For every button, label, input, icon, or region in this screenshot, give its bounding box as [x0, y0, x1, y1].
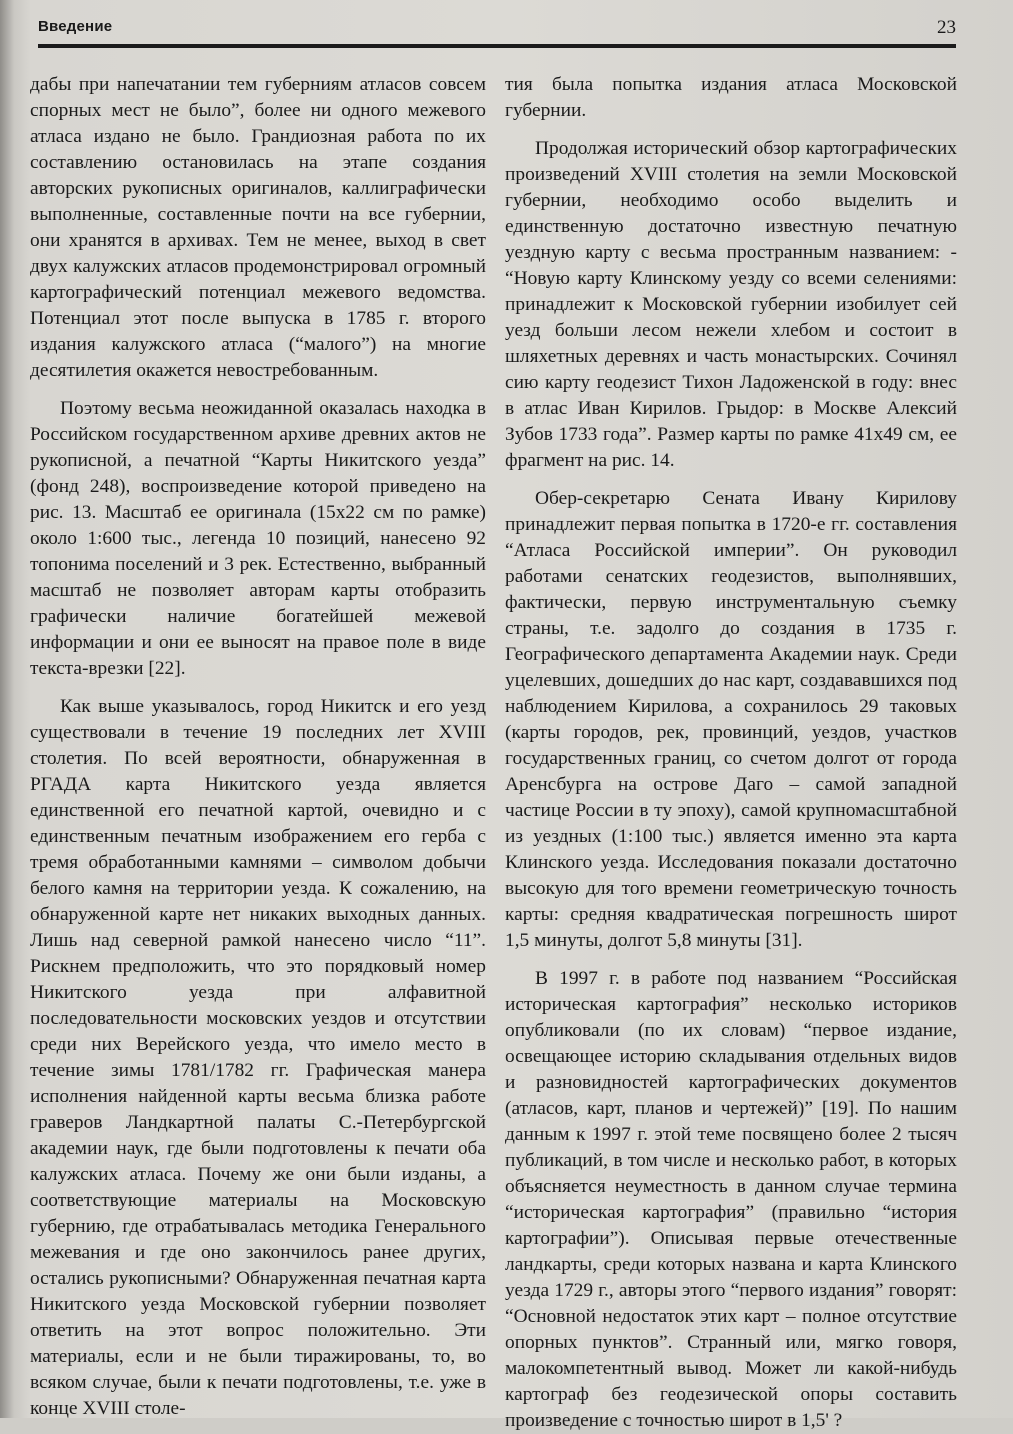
- right-column: [505, 72, 957, 1434]
- book-spine: [0, 0, 14, 1418]
- paragraph: Как выше указывалось, город Никитск и его уезд существовали в течение 19 последних лет XVIII столетия. По всей вероятности, обнаруженная в РГАДА карта Никитского уезда является единственной его печатной картой, очевидно и с единственным печатным изображением его герба с тремя обработанными камнями – символом добычи белого камня на территории уезда. К сожалению, на обнаруженной карте нет никаких выходных данных. Лишь над северной рамкой нанесено число “11”. Рискнем предположить, что это порядковый номер Никитского уезда при алфавитной последовательности московских уездов и отсутствии среди них Верейского уезда, что имело место в течение зимы 1781/1782 гг. Графическая манера исполнения найденной карты весьма близка работе граверов Ландкартной палаты С.-Петербургской академии наук, где были подготовлены к печати оба калужских атласа. Почему же они были изданы, а соответствующие материалы на Московскую губернию, где отрабатывалась методика Генерального межевания и где оно закончилось ранее других, остались рукописными? Обнаруженная печатная карта Никитского уезда Московской губернии позволяет ответить на этот вопрос положительно. Эти материалы, если и не были тиражированы, то, во всяком случае, были к печати подготовлены, т.е. уже в конце XVIII столе-: [30, 696, 486, 1419]
- left-column: [30, 72, 486, 1422]
- paragraph: Продолжая исторический обзор картографических произведений XVIII столетия на земли Московской губернии, необходимо особо выделить и единственную достаточно известную печатную уездную карту с весьма пространным названием: - “Новую карту Клинскому уезду со всеми селениями: принадлежит к Московской губернии изобилует сей уезд больши лесом нежели хлебом и состоит в шляхетных деревнях и часть монастырских. Сочинял сию карту геодезист Тихон Ладоженской в году: внес в атлас Иван Кирилов. Грыдор: в Москве Алексий Зубов 1733 года”. Размер карты по рамке 41х49 см, ее фрагмент на рис. 14.: [505, 138, 957, 471]
- page-number: 23: [937, 17, 956, 38]
- paragraph: дабы при напечатании тем губерниям атласов совсем спорных мест не было”, более ни одного межевого атласа издано не было. Грандиозная работа по их составлению остановилась на этапе создания авторских рукописных оригиналов, каллиграфически выполненные, составленные почти на все губернии, они хранятся в архивах. Тем не менее, выход в свет двух калужских атласов продемонстрировал огромный картографический потенциал межевого ведомства. Потенциал этот после выпуска в 1785 г. второго издания калужского атласа (“малого”) на многие десятилетия окажется невостребованным.: [30, 74, 486, 381]
- paragraph: Обер-секретарю Сената Ивану Кирилову принадлежит первая попытка в 1720-е гг. составления “Атласа Российской империи”. Он руководил работами сенатских геодезистов, выполнявших, фактически, первую инструментальную съемку страны, т.е. задолго до создания в 1735 г. Географического департамента Академии наук. Среди уцелевших, дошедших до нас карт, создававшихся под наблюдением Кирилова, а сохранилось 29 таковых (карты городов, рек, провинций, уездов, участков государственных границ, со счетом долгот от города Аренсбурга на острове Даго – самой западной частице России в ту эпоху), самой крупномасштабной из уездных (1:100 тыс.) является именно эта карта Клинского уезда. Исследования показали достаточно высокую для того времени геометрическую точность карты: средняя квадратическая погрешность широт 1,5 минуты, долгот 5,8 минуты [31].: [505, 488, 957, 951]
- paragraph: В 1997 г. в работе под названием “Российская историческая картография” несколько историков опубликовали (по их словам) “первое издание, освещающее историю складывания отдельных видов и разновидностей картографических документов (атласов, карт, планов и чертежей)” [19]. По нашим данным к 1997 г. этой теме посвящено более 2 тысяч публикаций, в том числе и несколько работ, в которых объясняется неуместность в данном случае термина “историческая картография” (правильно “история картографии”). Описывая первые отечественные ландкарты, среди которых названа и карта Клинского уезда 1729 г., авторы этого “первого издания” говорят: “Основной недостаток этих карт – полное отсутствие опорных пунктов”. Странный или, мягко говоря, малокомпетентный вывод. Может ли какой-нибудь картограф без геодезической опоры составить произведение с точностью широт в 1,5' ?: [505, 968, 957, 1431]
- paragraph: Поэтому весьма неожиданной оказалась находка в Российском государственном архиве древних актов не рукописной, а печатной “Карты Никитского уезда” (фонд 248), воспроизведение которой приведено на рис. 13. Масштаб ее оригинала (15х22 см по рамке) около 1:600 тыс., легенда 10 позиций, нанесено 92 топонима поселений и 3 рек. Естественно, выбранный масштаб не позволяет авторам карты отобразить графически наличие богатейшей межевой информации и они ее выносят на правое поле в виде текста-врезки [22].: [30, 398, 486, 679]
- header-rule: [38, 44, 956, 48]
- section-title: Введение: [38, 18, 113, 35]
- paragraph: тия была попытка издания атласа Московской губернии.: [505, 74, 957, 121]
- running-header: [38, 14, 956, 44]
